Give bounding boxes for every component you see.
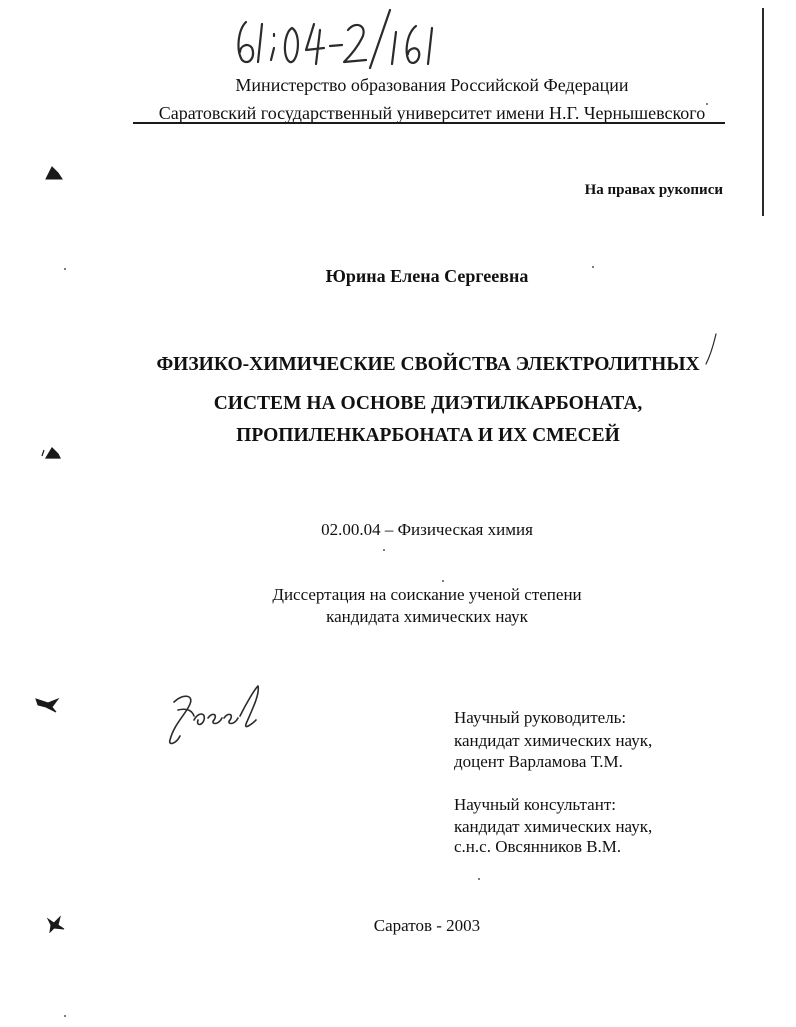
supervisor-degree: кандидат химических наук, xyxy=(454,731,653,750)
scan-speck xyxy=(442,580,444,582)
university-name: Саратовский государственный университет имени Н.Г. Чернышевского xyxy=(158,103,706,123)
author-name: Юрина Елена Сергеевна xyxy=(325,266,529,286)
thesis-title-line-1: ФИЗИКО-ХИМИЧЕСКИЕ СВОЙСТВА ЭЛЕКТРОЛИТНЫХ xyxy=(156,354,700,375)
scan-speck xyxy=(64,1015,66,1017)
scan-margin-mark-icon xyxy=(40,444,62,462)
consultant-degree: кандидат химических наук, xyxy=(454,817,653,836)
scan-speck xyxy=(64,268,66,270)
header-divider xyxy=(133,122,725,124)
handwritten-signature-icon xyxy=(160,680,270,750)
scan-speck xyxy=(592,266,594,268)
consultant-label: Научный консультант: xyxy=(454,795,616,814)
scan-margin-mark-icon xyxy=(44,915,66,933)
scan-speck xyxy=(478,878,480,880)
supervisor-label: Научный руководитель: xyxy=(454,708,627,727)
supervisor-name: доцент Варламова Т.М. xyxy=(454,752,623,771)
archive-code-handwriting xyxy=(228,8,438,70)
manuscript-rights-note: На правах рукописи xyxy=(584,182,723,198)
degree-line-2: кандидата химических наук xyxy=(326,607,528,626)
degree-line-1: Диссертация на соискание ученой степени xyxy=(272,585,582,604)
consultant-name: с.н.с. Овсянников В.М. xyxy=(454,837,622,856)
city-year: Саратов - 2003 xyxy=(373,916,481,935)
thesis-title-line-3: ПРОПИЛЕНКАРБОНАТА И ИХ СМЕСЕЙ xyxy=(236,425,620,446)
pen-flourish-mark xyxy=(700,332,720,368)
scan-margin-mark-icon xyxy=(34,695,60,713)
scan-speck xyxy=(383,549,385,551)
ministry-name: Министерство образования Российской Федерации xyxy=(235,75,629,95)
scan-edge-line xyxy=(762,8,764,216)
scan-speck xyxy=(706,103,708,105)
scan-margin-mark-icon xyxy=(44,163,66,181)
specialty-code: 02.00.04 – Физическая химия xyxy=(321,520,533,539)
thesis-title-line-2: СИСТЕМ НА ОСНОВЕ ДИЭТИЛКАРБОНАТА, xyxy=(213,393,643,414)
